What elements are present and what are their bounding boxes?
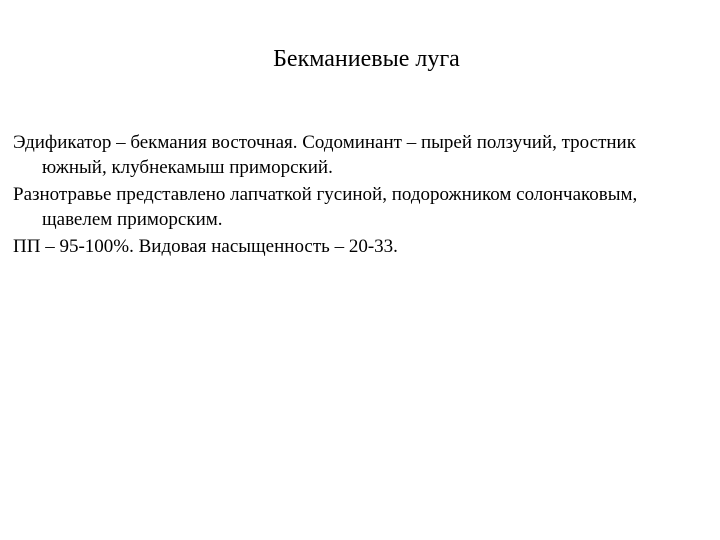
- body-paragraph: Разнотравье представлено лапчаткой гусиной, подорожником солончаковым, щавелем приморским.: [13, 184, 638, 230]
- slide-title: Бекманиевые луга: [273, 46, 460, 72]
- body-paragraph: Эдификатор – бекмания восточная. Содоминант – пырей ползучий, тростник южный, клубнекамыш приморский.: [13, 132, 636, 178]
- slide-body: [13, 130, 703, 261]
- body-paragraph: ПП – 95-100%. Видовая насыщенность – 20-33.: [13, 236, 398, 257]
